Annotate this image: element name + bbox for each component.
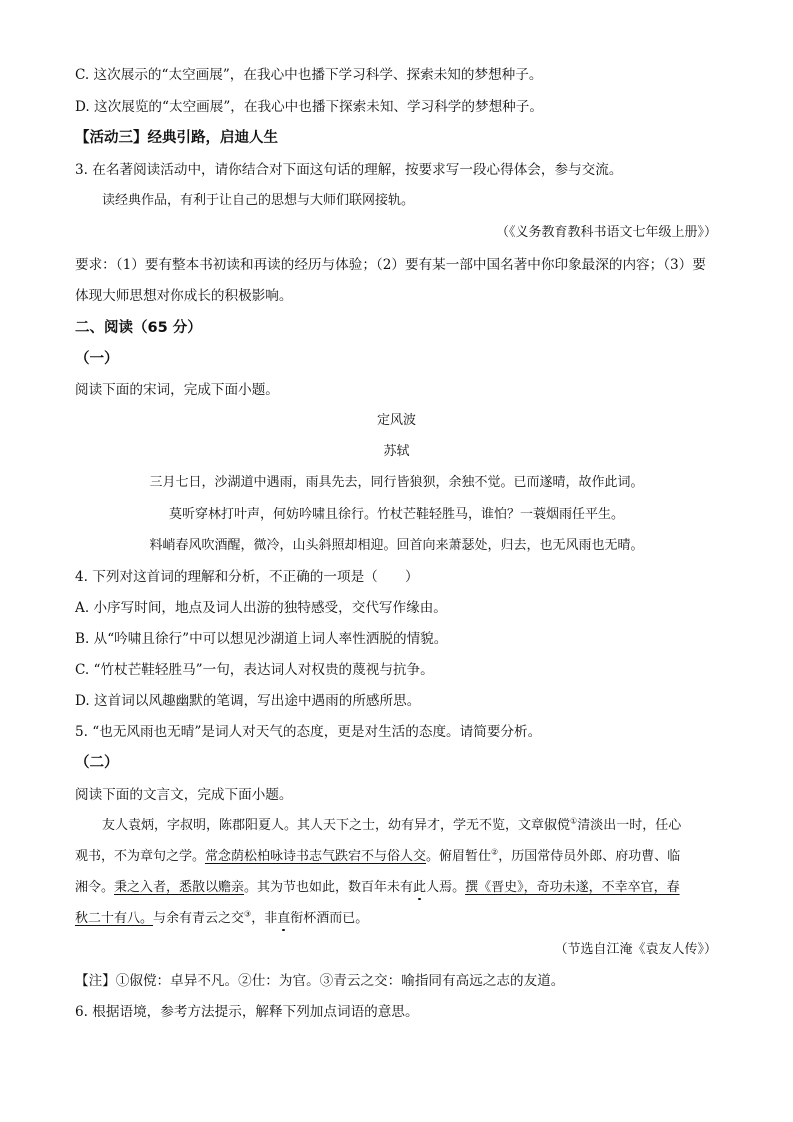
part-2-instruction: 阅读下面的文言文，完成下面小题。 [75, 787, 293, 803]
wenyan-text: ，历国常侍员外郎、府功曹、临 [498, 849, 681, 864]
wenyan-text: 与余有青云之交 [153, 911, 245, 926]
note-marker: ① [570, 816, 578, 826]
activity-heading: 【活动三】经典引路，启迪人生 [75, 130, 278, 146]
question-5: 5. “也无风雨也无晴”是词人对天气的态度，更是对生活的态度。请简要分析。 [75, 724, 542, 740]
poem-title: 定风波 [376, 413, 416, 428]
section-heading: 二、阅读（65 分） [75, 320, 202, 336]
requirements-line-2: 体现大师思想对你成长的积极影响。 [75, 288, 293, 304]
wenyan-text: 友人袁炳，字叔明，陈郡阳夏人。其人天下之士，幼有异才，学无不览，文章俶傥 [102, 818, 571, 833]
underlined-sentence: 撰《晋史》，奇功未遂，不幸卒官，春 [465, 880, 680, 895]
quote-text: 读经典作品，有利于让自己的思想与大师们联网接轨。 [102, 193, 415, 208]
option-d: D. 这次展览的“太空画展”，在我心中也播下探索未知、学习科学的梦想种子。 [75, 99, 543, 115]
question-6: 6. 根据语境，参考方法提示，解释下列加点词语的意思。 [75, 1004, 419, 1020]
dotted-word: 直 [277, 911, 291, 926]
poem-author: 苏轼 [383, 444, 410, 459]
wenyan-text: ，非 [251, 911, 278, 926]
annotation-note: 【注】①俶傥：卓异不凡。②仕：为官。③青云之交：喻指同有高远之志的友道。 [75, 973, 565, 989]
wenyan-line-4 [75, 910, 368, 928]
wenyan-line-2 [75, 848, 680, 866]
wenyan-text: 湘令。 [75, 880, 115, 895]
question-3: 3. 在名著阅读活动中，请你结合对下面这句话的理解，按要求写一段心得体会，参与交流。 [75, 162, 623, 178]
question-4: 4. 下列对这首词的理解和分析，不正确的一项是（ ） [75, 569, 419, 585]
requirements-line-1: 要求：（1）要有整本书初读和再读的经历与体验；（2）要有某一部中国名著中你印象最深的内容；（3）要 [75, 257, 706, 273]
question-4-option-a: A. 小序写时间，地点及词人出游的独特感受，交代写作缘由。 [75, 600, 447, 616]
wenyan-text: 清淡出一时，任心 [577, 818, 682, 833]
wenyan-source: （节选自江淹《袁友人传》） [554, 942, 717, 957]
underlined-sentence: 秋二十有八。 [75, 911, 154, 926]
part-2-heading: （二） [75, 755, 119, 771]
question-4-option-b: B. 从“吟啸且徐行”中可以想见沙湖道上词人率性洒脱的情貌。 [75, 631, 448, 647]
wenyan-line-3 [75, 879, 680, 897]
wenyan-text: 。俯眉暂仕 [426, 849, 492, 864]
part-1-heading: （一） [75, 351, 119, 367]
underlined-sentence: 常念荫松柏咏诗书志气跌宕不与俗人交 [205, 849, 427, 864]
question-4-option-d: D. 这首词以风趣幽默的笔调，写出途中遇雨的所感所思。 [75, 693, 421, 709]
note-marker: ③ [244, 909, 252, 919]
poem-preface: 三月七日，沙湖道中遇雨，雨具先去，同行皆狼狈，余独不觉。已而遂晴，故作此词。 [149, 475, 644, 490]
wenyan-line-1 [102, 817, 681, 835]
quote-source: （《义务教育教科书语文七年级上册》） [495, 225, 717, 240]
option-c: C. 这次展示的“太空画展”，在我心中也播下学习科学、探索未知的梦想种子。 [75, 67, 543, 83]
part-1-instruction: 阅读下面的宋词，完成下面小题。 [75, 382, 279, 398]
underlined-sentence: 秉之入者，悉散以赡亲 [114, 880, 245, 895]
dotted-word: 此 [413, 880, 427, 895]
wenyan-text: 。其为节也如此，数百年未有 [244, 880, 414, 895]
poem-line-2: 料峭春风吹酒醒，微冷，山头斜照却相迎。回首向来萧瑟处，归去，也无风雨也无晴。 [149, 538, 644, 553]
wenyan-text: 衔杯酒而已。 [290, 911, 369, 926]
wenyan-text: 观书，不为章句之学。 [75, 849, 206, 864]
poem-line-1: 莫听穿林打叶声，何妨吟啸且徐行。竹杖芒鞋轻胜马，谁怕？一蓑烟雨任平生。 [168, 507, 624, 522]
question-4-option-c: C. “竹杖芒鞋轻胜马”一句，表达词人对权贵的蔑视与抗争。 [75, 662, 434, 678]
note-marker: ② [491, 847, 499, 857]
wenyan-text: 人焉。 [426, 880, 466, 895]
